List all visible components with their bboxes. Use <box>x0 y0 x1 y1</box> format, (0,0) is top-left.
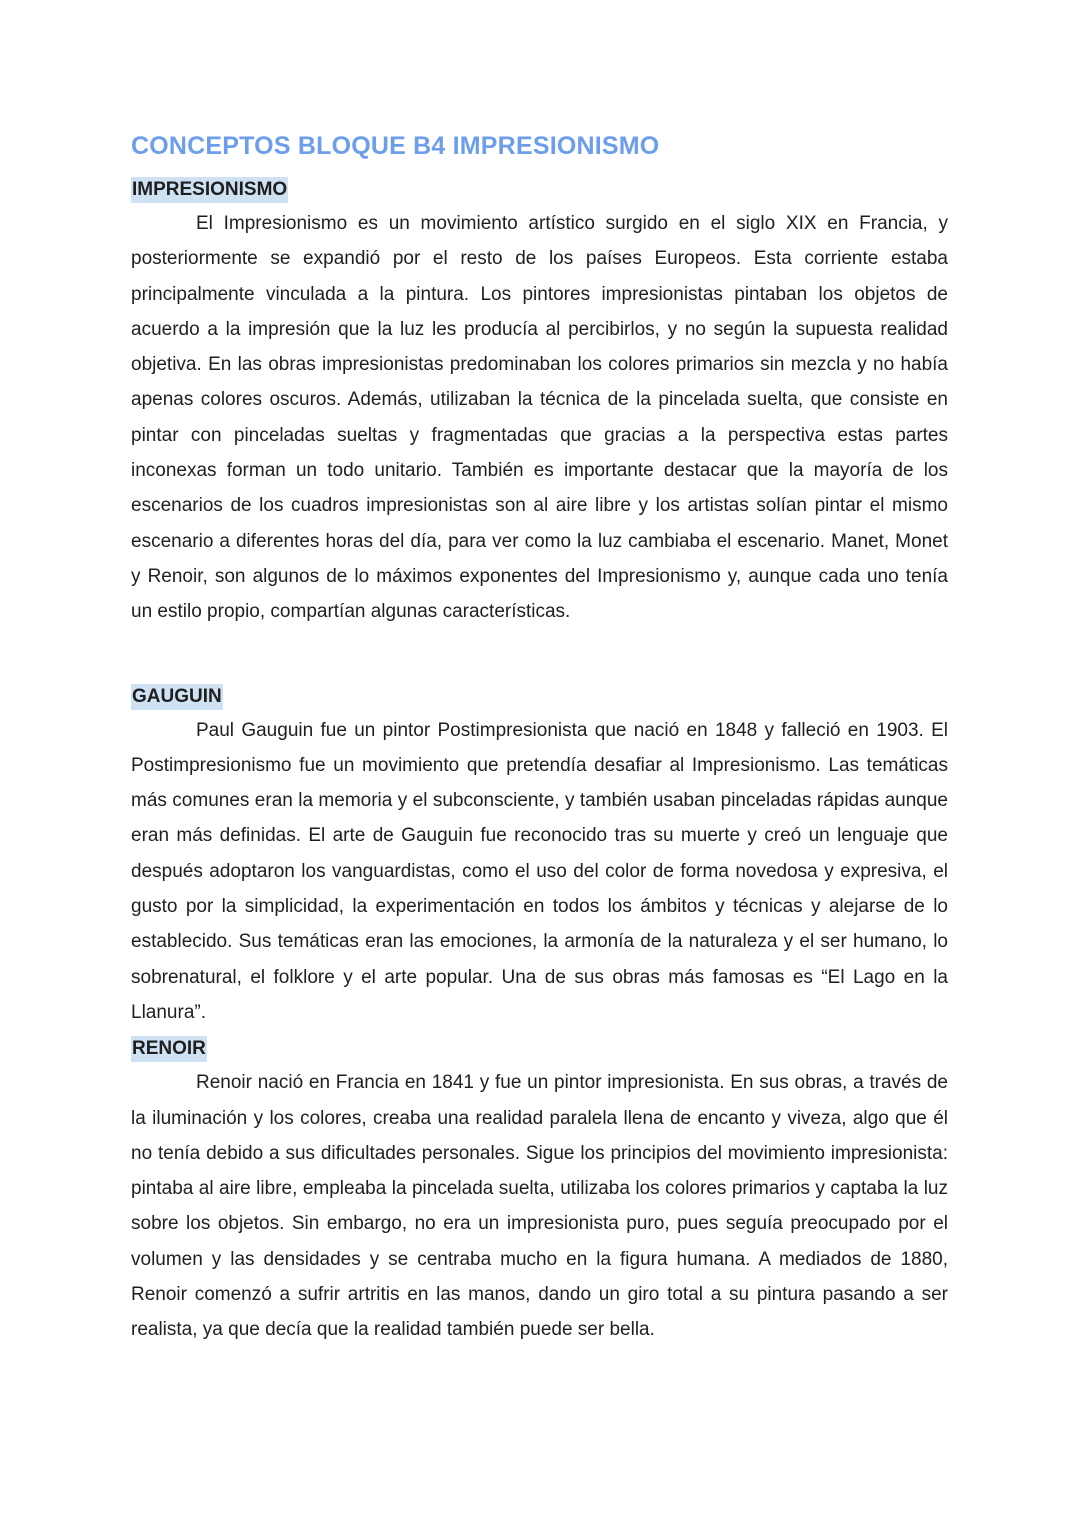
section-gauguin-heading-row <box>131 681 948 713</box>
section-body-renoir: Renoir nació en Francia en 1841 y fue un pintor impresionista. En sus obras, a través de la iluminación y los colores, creaba una realidad paralela llena de encanto y viveza, algo que él no tenía debido a sus dificultades personales. Sigue los principios del movimiento impresionista: pintaba al aire libre, empleaba la pincelada suelta, utilizaba los colores primarios y captaba la luz sobre los objetos. Sin embargo, no era un impresionista puro, pues seguía preocupado por el volumen y las densidades y se centraba mucho en la figura humana. A mediados de 1880, Renoir comenzó a sufrir artritis en las manos, dando un giro total a su pintura pasando a ser realista, ya que decía que la realidad también puede ser bella. <box>131 1072 948 1341</box>
section-heading-renoir: RENOIR <box>131 1036 207 1062</box>
section-heading-impresionismo: IMPRESIONISMO <box>131 177 288 203</box>
section-body-gauguin: Paul Gauguin fue un pintor Postimpresionista que nació en 1848 y falleció en 1903. El Postimpresionismo fue un movimiento que pretendía desafiar al Impresionismo. Las temáticas más comunes eran la memoria y el subconsciente, y también usaban pinceladas rápidas aunque eran más definidas. El arte de Gauguin fue reconocido tras su muerte y creó un lenguaje que después adoptaron los vanguardistas, como el uso del color de forma novedosa y expresiva, el gusto por la simplicidad, la experimentación en todos los ámbitos y técnicas y alejarse de lo establecido. Sus temáticas eran las emociones, la armonía de la naturaleza y el ser humano, lo sobrenatural, el folklore y el arte popular. Una de sus obras más famosas es “El Lago en la Llanura”. <box>131 719 948 1023</box>
section-body-impresionismo: El Impresionismo es un movimiento artístico surgido en el siglo XIX en Francia, y posteriormente se expandió por el resto de los países Europeos. Esta corriente estaba principalmente vinculada a la pintura. Los pintores impresionistas pintaban los objetos de acuerdo a la impresión que la luz les producía al percibirlos, y no según la supuesta realidad objetiva. En las obras impresionistas predominaban los colores primarios sin mezcla y no había apenas colores oscuros. Además, utilizaban la técnica de la pincelada suelta, que consiste en pintar con pinceladas sueltas y fragmentadas que gracias a la perspectiva estas partes inconexas forman un todo unitario. También es importante destacar que la mayoría de los escenarios de los cuadros impresionistas son al aire libre y los artistas solían pintar el mismo escenario a diferentes horas del día, para ver como la luz cambiaba el escenario. Manet, Monet y Renoir, son algunos de lo máximos exponentes del Impresionismo y, aunque cada uno tenía un estilo propio, compartían algunas características. <box>131 213 948 623</box>
section-heading-gauguin: GAUGUIN <box>131 684 223 710</box>
document-title: CONCEPTOS BLOQUE B4 IMPRESIONISMO <box>131 132 660 160</box>
section-impresionismo-heading-row <box>131 174 948 206</box>
document-page <box>131 128 948 1348</box>
section-renoir-heading-row <box>131 1033 948 1065</box>
